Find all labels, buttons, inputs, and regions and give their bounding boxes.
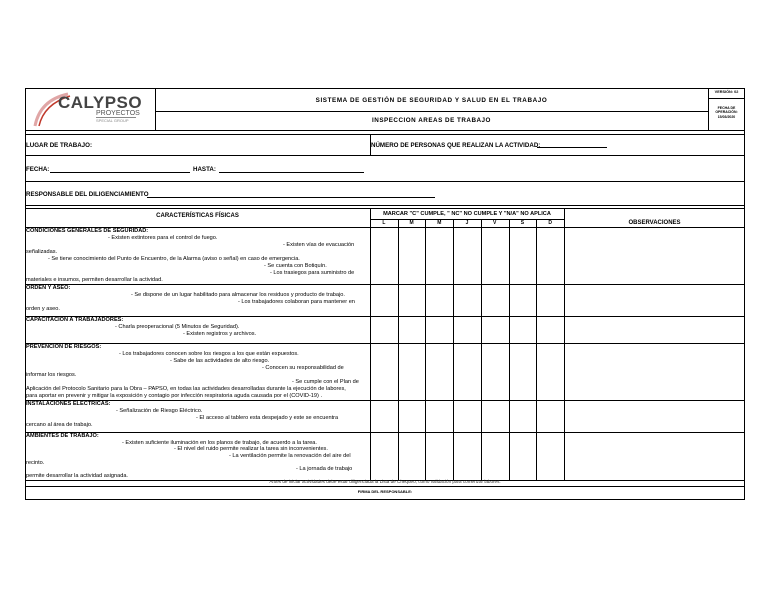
footer-line: [25, 486, 745, 487]
section-item: - Se cumple con el Plan de: [292, 378, 359, 385]
header-mid-line: [155, 111, 708, 112]
check-cell[interactable]: [370, 227, 398, 284]
check-cell[interactable]: [425, 343, 453, 400]
check-cell[interactable]: [398, 316, 426, 343]
version-label: VERSIÓN: 02: [714, 90, 739, 94]
observation-cell[interactable]: [564, 227, 745, 284]
header-bottom-line: [25, 130, 745, 131]
section-item: - Los trabajadores colaboran para mantener en: [238, 298, 355, 305]
logo-sub: PROYECTOS: [96, 110, 140, 117]
check-cell[interactable]: [425, 432, 453, 480]
check-cell[interactable]: [536, 400, 564, 432]
footer-note: Antes de iniciar actividades debe estar diligenciada la Lista de Chequeo, como validación para comenzar labores.: [269, 479, 501, 484]
check-cell[interactable]: [398, 284, 426, 316]
day-header: V: [493, 220, 497, 226]
logo-rule: [96, 117, 136, 118]
check-cell[interactable]: [536, 432, 564, 480]
check-cell[interactable]: [481, 284, 509, 316]
check-cell[interactable]: [425, 227, 453, 284]
observation-cell[interactable]: [564, 316, 745, 343]
check-cell[interactable]: [398, 343, 426, 400]
check-cell[interactable]: [509, 400, 537, 432]
section-item: - Existen suficiente iluminación en los planos de trabajo, de acuerdo a la tarea.: [122, 439, 317, 446]
signature-label: FIRMA DEL RESPONSABLE:: [357, 489, 413, 494]
check-cell[interactable]: [453, 227, 481, 284]
check-cell[interactable]: [536, 316, 564, 343]
section-item: - Se tiene conocimiento del Punto de Encuentro, de la Alarma (aviso o señal) en caso de emergencia.: [48, 255, 300, 262]
until-label: HASTA:: [193, 166, 216, 173]
check-cell[interactable]: [481, 316, 509, 343]
check-cell[interactable]: [509, 284, 537, 316]
section-item: - Los trasiegos para suministro de: [270, 269, 355, 276]
section-item: - Los trabajadores conocen sobre los riesgos a los que están expuestos.: [119, 350, 299, 357]
logo-name: CALYPSO: [58, 93, 143, 112]
operation-date-value: 15/03/2020: [717, 115, 736, 119]
day-header: M: [437, 220, 442, 226]
check-cell[interactable]: [370, 432, 398, 480]
check-cell[interactable]: [398, 400, 426, 432]
check-cell[interactable]: [509, 227, 537, 284]
check-cell[interactable]: [370, 316, 398, 343]
col-caracteristicas: CARACTERÍSTICAS FÍSICAS: [156, 213, 239, 219]
section-title: PREVENCIÓN DE RIESGOS:: [26, 344, 102, 350]
section-item: para aportar en prevenir y mitigar la exposición y contagio por infección respiratoria aguda causada por el (COVID-19) .: [26, 392, 322, 399]
check-cell[interactable]: [509, 343, 537, 400]
observation-cell[interactable]: [564, 400, 745, 432]
check-cell[interactable]: [536, 343, 564, 400]
observation-cell[interactable]: [564, 284, 745, 316]
section-item: - Se dispone de un lugar habilitado para almacenar los residuos y producto de trabajo.: [131, 291, 345, 298]
col-observaciones: OBSERVACIONES: [628, 220, 681, 226]
section-item: orden y aseo.: [26, 306, 60, 313]
info-line-2: [25, 155, 745, 156]
header-version-line: [708, 98, 745, 99]
section-title: INSTALACIONES ELÉCTRICAS:: [26, 401, 111, 407]
section-item: Aplicación del Protocolo Sanitario para la Obra – PAPSO, en todas las actividades desarrolladas durante la ejecución de labores,: [26, 385, 346, 392]
workplace-label: LUGAR DE TRABAJO:: [26, 142, 92, 149]
document-title: INSPECCION AREAS DE TRABAJO: [372, 117, 491, 124]
section-item: permite desarrollar la actividad asignada.: [26, 472, 128, 479]
section-item: - Existen extintores para el control de fuego.: [108, 234, 218, 241]
section-item: materiales e insumos, permiten desarrollar la actividad.: [26, 276, 163, 283]
section-item: - La ventilación permite la renovación del aire del: [229, 452, 351, 459]
day-header: M: [409, 220, 414, 226]
responsible-label: RESPONSABLE DEL DILIGENCIAMIENTO: [26, 191, 149, 198]
check-cell[interactable]: [453, 432, 481, 480]
check-cell[interactable]: [425, 316, 453, 343]
section-item: - Existen vías de evacuación: [283, 241, 355, 248]
day-header: J: [465, 220, 469, 226]
check-cell[interactable]: [398, 227, 426, 284]
logo-tag: SPECIAL GROUP: [96, 118, 129, 123]
check-cell[interactable]: [509, 316, 537, 343]
check-cell[interactable]: [453, 343, 481, 400]
check-cell[interactable]: [481, 432, 509, 480]
check-cell[interactable]: [453, 284, 481, 316]
section-item: - Charla preoperacional (5 Minutos de Seguridad).: [115, 323, 240, 330]
section-title: CAPACITACIÓN A TRABAJADORES:: [26, 317, 124, 323]
date-field[interactable]: [50, 166, 190, 173]
info-line-1: [25, 134, 745, 135]
check-cell[interactable]: [536, 227, 564, 284]
section-item: - Sabe de las actividades de alto riesgo.: [170, 357, 270, 364]
table-top: [25, 208, 745, 209]
section-item: - El nivel del ruido permite realizar la tarea sin inconvenientes.: [174, 446, 328, 453]
people-count-label: NÚMERO DE PERSONAS QUE REALIZAN LA ACTIVIDAD:: [371, 142, 541, 149]
system-title: SISTEMA DE GESTIÓN DE SEGURIDAD Y SALUD EN EL TRABAJO: [315, 97, 548, 104]
check-cell[interactable]: [453, 316, 481, 343]
check-cell[interactable]: [481, 343, 509, 400]
section-item: recinto.: [26, 459, 45, 466]
check-cell[interactable]: [370, 343, 398, 400]
company-logo: [30, 90, 152, 128]
info-line-4: [25, 205, 745, 206]
check-cell[interactable]: [398, 432, 426, 480]
check-cell[interactable]: [425, 284, 453, 316]
section-item: señalizadas.: [26, 248, 58, 255]
section-item: cercano al área de trabajo.: [26, 422, 93, 429]
section-title: AMBIENTES DE TRABAJO:: [26, 433, 99, 439]
section-title: CONDICIONES GENERALES DE SEGURIDAD:: [26, 228, 149, 234]
col-marcar: MARCAR "C" CUMPLE, " NC" NO CUMPLE Y "N/A" NO APLICA: [383, 211, 551, 217]
check-cell[interactable]: [370, 400, 398, 432]
operation-date-label: FECHA DE OPERACIÓN:: [715, 106, 738, 114]
check-cell[interactable]: [453, 400, 481, 432]
section-item: - Conocen su responsabilidad de: [262, 364, 344, 371]
check-cell[interactable]: [481, 227, 509, 284]
day-header: S: [520, 220, 525, 226]
people-count-field[interactable]: [537, 141, 607, 148]
section-item: - Se cuenta con Botiquín.: [264, 262, 327, 269]
observation-cell[interactable]: [564, 343, 745, 400]
section-item: - Existen registros y archivos.: [183, 330, 257, 337]
day-header: L: [382, 220, 386, 226]
responsible-field[interactable]: [147, 191, 435, 198]
observation-cell[interactable]: [564, 432, 745, 480]
section-item: - La jornada de trabajo: [296, 466, 353, 473]
check-cell[interactable]: [425, 400, 453, 432]
info-line-3: [25, 181, 745, 182]
until-field[interactable]: [219, 166, 364, 173]
check-cell[interactable]: [509, 432, 537, 480]
check-cell[interactable]: [370, 284, 398, 316]
header-divider-right: [708, 88, 709, 130]
check-cell[interactable]: [481, 400, 509, 432]
check-cell[interactable]: [536, 284, 564, 316]
section-item: - El acceso al tablero esta despejado y este se encuentra: [196, 414, 339, 421]
section-item: informar los riesgos.: [26, 371, 77, 378]
date-label: FECHA:: [26, 166, 50, 173]
section-title: ORDEN Y ASEO:: [26, 285, 71, 291]
day-header: D: [548, 220, 552, 226]
section-item: - Señalización de Riesgo Eléctrico.: [116, 407, 203, 414]
